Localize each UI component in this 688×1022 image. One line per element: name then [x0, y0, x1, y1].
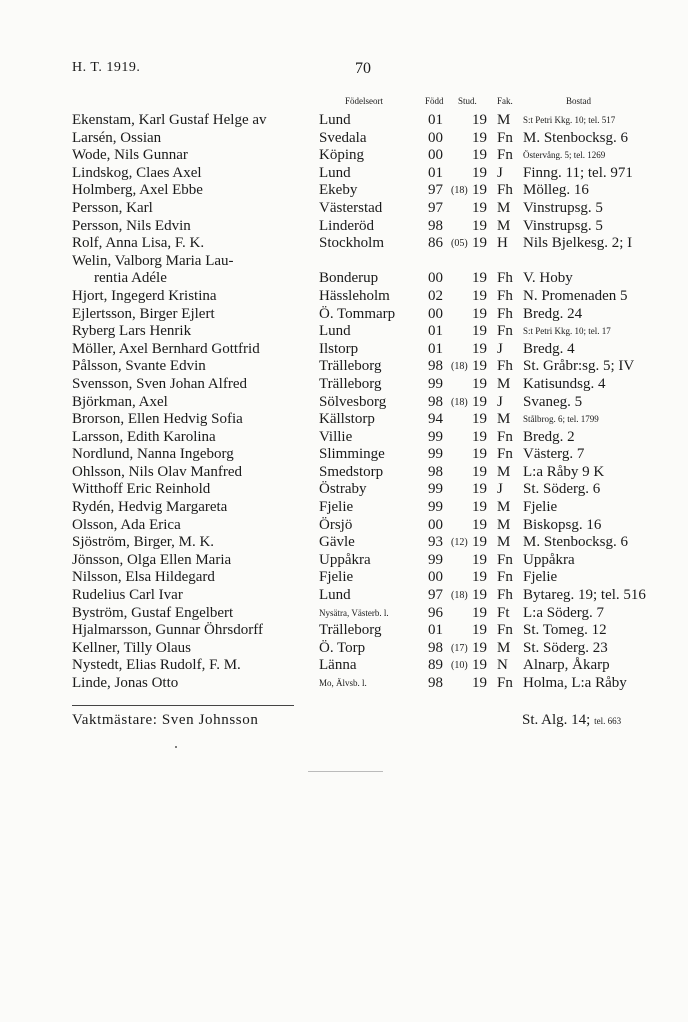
study-year: 19 [472, 323, 487, 340]
student-name: Björkman, Axel [72, 393, 168, 410]
study-year: 19 [472, 375, 487, 392]
birthplace: Linderöd [319, 217, 374, 234]
faculty: Fh [497, 587, 513, 604]
birthplace: Ilstorp [319, 340, 359, 357]
table-row [0, 605, 688, 623]
address: Uppåkra [523, 551, 575, 568]
birth-year: 89 [428, 657, 443, 674]
faculty: Fn [497, 129, 513, 146]
birthplace: Länna [319, 657, 357, 674]
student-name: Persson, Nils Edvin [72, 217, 191, 234]
student-name: Olsson, Ada Erica [72, 516, 181, 533]
birth-year: 86 [428, 235, 443, 252]
student-name: Nordlund, Nanna Ingeborg [72, 446, 234, 463]
birthplace: Köping [319, 147, 364, 164]
address: L:a Råby 9 K [523, 463, 605, 480]
student-name: Möller, Axel Bernhard Gottfrid [72, 340, 260, 357]
student-name-cont: rentia Adéle [94, 270, 167, 287]
address: Mölleg. 16 [523, 182, 589, 199]
janitor-address: St. Alg. 14; tel. 663 [522, 712, 622, 728]
faculty: M [497, 112, 511, 128]
bottom-rule [308, 771, 383, 772]
running-head-left: H. T. 1919. [72, 60, 141, 75]
student-name: Larsson, Edith Karolina [72, 428, 216, 445]
birthplace: Villie [319, 428, 353, 445]
birth-year: 00 [428, 516, 443, 533]
address: V. Hoby [523, 270, 573, 287]
birth-year: 98 [428, 393, 443, 410]
faculty: J [497, 164, 503, 181]
matric-year-note: (18) [451, 590, 468, 602]
birthplace: Hässleholm [319, 287, 390, 304]
address: Östervång. 5; tel. 1269 [523, 150, 606, 161]
study-year: 19 [472, 112, 487, 128]
study-year: 19 [472, 199, 487, 216]
student-name: Brorson, Ellen Hedvig Sofia [72, 411, 243, 428]
faculty: M [497, 217, 511, 234]
column-headers [0, 96, 688, 108]
birthplace: Ö. Torp [319, 639, 366, 656]
address: M. Stenbocksg. 6 [523, 534, 628, 551]
table-row [0, 675, 688, 693]
print-speck [175, 746, 177, 748]
faculty: Fn [497, 446, 513, 463]
study-year: 19 [472, 657, 487, 674]
study-year: 19 [472, 622, 487, 639]
birth-year: 02 [428, 287, 443, 304]
table-row [0, 341, 688, 359]
study-year: 19 [472, 569, 487, 586]
student-name: Kellner, Tilly Olaus [72, 639, 191, 656]
address: Bytareg. 19; tel. 516 [523, 587, 646, 604]
faculty: M [497, 463, 511, 480]
faculty: Fh [497, 287, 513, 304]
address: Vinstrupsg. 5 [523, 217, 603, 234]
birth-year: 98 [428, 463, 443, 480]
column-header-stud: Stud. [458, 96, 477, 106]
birthplace: Östraby [319, 481, 367, 498]
study-year: 19 [472, 516, 487, 533]
address: S:t Petri Kkg. 10; tel. 17 [523, 326, 611, 337]
birth-year: 97 [428, 182, 443, 199]
faculty: M [497, 534, 511, 551]
address: Biskopsg. 16 [523, 516, 602, 533]
birthplace: Sölvesborg [319, 393, 387, 410]
faculty: J [497, 340, 503, 357]
table-row [0, 534, 688, 552]
matric-year-note: (10) [451, 660, 468, 672]
study-year: 19 [472, 463, 487, 480]
birthplace: Mo, Älvsb. l. [319, 678, 367, 688]
table-row [0, 394, 688, 412]
faculty: Fh [497, 270, 513, 287]
birthplace: Lund [319, 112, 351, 128]
birthplace: Västerstad [319, 199, 383, 216]
table-row [0, 499, 688, 517]
address: Katisundsg. 4 [523, 375, 606, 392]
address: Bredg. 24 [523, 305, 583, 322]
student-name: Rydén, Hedvig Margareta [72, 499, 228, 516]
table-row [0, 481, 688, 499]
birthplace: Ö. Tommarp [319, 305, 396, 322]
table-row [0, 411, 688, 429]
matric-year-note: (18) [451, 361, 468, 373]
birthplace: Slimminge [319, 446, 385, 463]
student-name: Hjort, Ingegerd Kristina [72, 287, 217, 304]
address: Bredg. 2 [523, 428, 575, 445]
faculty: H [497, 235, 508, 252]
table-row [0, 323, 688, 341]
student-name: Ekenstam, Karl Gustaf Helge av [72, 112, 267, 128]
birth-year: 00 [428, 569, 443, 586]
birth-year: 00 [428, 270, 443, 287]
student-name: Ejlertsson, Birger Ejlert [72, 305, 215, 322]
faculty: J [497, 481, 503, 498]
study-year: 19 [472, 305, 487, 322]
table-row [0, 200, 688, 218]
faculty: M [497, 639, 511, 656]
birthplace: Lund [319, 587, 351, 604]
matric-year-note: (05) [451, 238, 468, 250]
birthplace: Fjelie [319, 499, 354, 516]
table-row [0, 288, 688, 306]
birth-year: 98 [428, 675, 443, 691]
faculty: J [497, 393, 503, 410]
address: Alnarp, Åkarp [523, 657, 610, 674]
address: St. Tomeg. 12 [523, 622, 607, 639]
table-row [0, 235, 688, 253]
birthplace: Stockholm [319, 235, 385, 252]
birthplace: Trälleborg [319, 375, 382, 392]
faculty: Fh [497, 182, 513, 199]
faculty: M [497, 516, 511, 533]
table-row [0, 306, 688, 324]
address: M. Stenbocksg. 6 [523, 129, 628, 146]
birth-year: 99 [428, 499, 443, 516]
address: Nils Bjelkesg. 2; I [523, 235, 633, 252]
student-name-cell [72, 253, 312, 288]
column-header-birthplace: Födelseort [345, 96, 383, 106]
study-year: 19 [472, 534, 487, 551]
faculty: Fh [497, 358, 513, 375]
student-name: Rolf, Anna Lisa, F. K. [72, 235, 205, 252]
birthplace: Uppåkra [319, 551, 371, 568]
birth-year: 01 [428, 112, 443, 128]
table-row [0, 464, 688, 482]
student-name: Pålsson, Svante Edvin [72, 358, 206, 375]
study-year: 19 [472, 639, 487, 656]
table-row [0, 657, 688, 675]
birth-year: 98 [428, 217, 443, 234]
faculty: Fh [497, 305, 513, 322]
birth-year: 99 [428, 375, 443, 392]
table-row [0, 130, 688, 148]
birth-year: 01 [428, 164, 443, 181]
matric-year-note: (18) [451, 185, 468, 197]
birth-year: 93 [428, 534, 443, 551]
student-name: Linde, Jonas Otto [72, 675, 179, 691]
birthplace: Fjelie [319, 569, 354, 586]
faculty: M [497, 411, 511, 428]
study-year: 19 [472, 270, 487, 287]
birthplace: Trälleborg [319, 358, 382, 375]
table-row [0, 587, 688, 605]
table-row [0, 569, 688, 587]
student-name: Svensson, Sven Johan Alfred [72, 375, 247, 392]
table-row [0, 147, 688, 165]
birth-year: 01 [428, 622, 443, 639]
study-year: 19 [472, 499, 487, 516]
birth-year: 94 [428, 411, 443, 428]
student-name: Witthoff Eric Reinhold [72, 481, 211, 498]
address: St. Gråbr:sg. 5; IV [523, 358, 635, 375]
birthplace: Nysätra, Västerb. l. [319, 607, 389, 618]
birthplace: Ekeby [319, 182, 358, 199]
study-year: 19 [472, 217, 487, 234]
student-name: Sjöström, Birger, M. K. [72, 534, 215, 551]
birthplace: Källstorp [319, 411, 375, 428]
study-year: 19 [472, 340, 487, 357]
study-year: 19 [472, 551, 487, 568]
column-header-faculty: Fak. [497, 96, 513, 106]
faculty: Ft [497, 604, 510, 621]
birthplace: Smedstorp [319, 463, 384, 480]
birthplace: Örsjö [319, 516, 353, 533]
address: Svaneg. 5 [523, 393, 583, 410]
address: St. Söderg. 6 [523, 481, 601, 498]
student-name: Larsén, Ossian [72, 129, 162, 146]
address: N. Promenaden 5 [523, 287, 628, 304]
student-name: Nilsson, Elsa Hildegard [72, 569, 215, 586]
study-year: 19 [472, 358, 487, 375]
address: L:a Söderg. 7 [523, 604, 604, 621]
student-name: Rudelius Carl Ivar [72, 587, 183, 604]
study-year: 19 [472, 235, 487, 252]
address: S:t Petri Kkg. 10; tel. 517 [523, 115, 616, 125]
address: Bredg. 4 [523, 340, 575, 357]
student-list [0, 112, 688, 693]
birth-year: 99 [428, 481, 443, 498]
birth-year: 01 [428, 323, 443, 340]
birthplace: Bonderup [319, 270, 379, 287]
birth-year: 96 [428, 604, 443, 621]
faculty: Fn [497, 428, 513, 445]
table-row [0, 358, 688, 376]
table-row [0, 622, 688, 640]
table-row [0, 112, 688, 130]
column-header-born: Född [425, 96, 444, 106]
study-year: 19 [472, 446, 487, 463]
table-row [0, 640, 688, 658]
page-number: 70 [355, 60, 371, 77]
birthplace: Trälleborg [319, 622, 382, 639]
table-row [0, 376, 688, 394]
student-name: Byström, Gustaf Engelbert [72, 604, 234, 621]
table-row [0, 165, 688, 183]
faculty: Fn [497, 675, 513, 691]
matric-year-note: (17) [451, 642, 468, 654]
study-year: 19 [472, 147, 487, 164]
birthplace: Lund [319, 164, 351, 181]
birth-year: 99 [428, 446, 443, 463]
address: Finng. 11; tel. 971 [523, 164, 633, 181]
study-year: 19 [472, 481, 487, 498]
table-row [0, 253, 688, 288]
student-name: Welin, Valborg Maria Lau- [72, 252, 234, 269]
faculty: Fn [497, 147, 513, 164]
table-row [0, 517, 688, 535]
column-header-address: Bostad [566, 96, 592, 106]
matric-year-note: (18) [451, 396, 468, 408]
student-name: Persson, Karl [72, 199, 153, 216]
address: St. Söderg. 23 [523, 639, 608, 656]
table-row [0, 446, 688, 464]
birth-year: 99 [428, 428, 443, 445]
student-name: Ryberg Lars Henrik [72, 323, 192, 340]
janitor-name: Vaktmästare: Sven Johnsson [72, 712, 259, 728]
student-name: Lindskog, Claes Axel [72, 164, 202, 181]
faculty: Fn [497, 323, 513, 340]
study-year: 19 [472, 393, 487, 410]
student-name: Nystedt, Elias Rudolf, F. M. [72, 657, 241, 674]
study-year: 19 [472, 675, 487, 691]
address: Holma, L:a Råby [523, 675, 627, 691]
faculty: N [497, 657, 508, 674]
faculty: Fn [497, 569, 513, 586]
birth-year: 00 [428, 147, 443, 164]
study-year: 19 [472, 428, 487, 445]
birth-year: 97 [428, 587, 443, 604]
table-row [0, 429, 688, 447]
birthplace: Svedala [319, 129, 367, 146]
faculty: M [497, 499, 511, 516]
faculty: M [497, 199, 511, 216]
table-row [0, 218, 688, 236]
address: Fjelie [523, 499, 558, 516]
study-year: 19 [472, 182, 487, 199]
study-year: 19 [472, 129, 487, 146]
student-name: Jönsson, Olga Ellen Maria [72, 551, 232, 568]
student-name: Wode, Nils Gunnar [72, 147, 188, 164]
birth-year: 98 [428, 639, 443, 656]
birth-year: 97 [428, 199, 443, 216]
faculty: Fn [497, 622, 513, 639]
birthplace: Gävle [319, 534, 355, 551]
student-name: Holmberg, Axel Ebbe [72, 182, 203, 199]
address: Fjelie [523, 569, 558, 586]
birth-year: 00 [428, 305, 443, 322]
address: Stålbrog. 6; tel. 1799 [523, 414, 599, 425]
matric-year-note: (12) [451, 537, 468, 549]
footer-rule [72, 705, 294, 706]
student-name: Ohlsson, Nils Olav Manfred [72, 463, 242, 480]
study-year: 19 [472, 287, 487, 304]
table-row [0, 182, 688, 200]
faculty: Fn [497, 551, 513, 568]
study-year: 19 [472, 587, 487, 604]
birth-year: 99 [428, 551, 443, 568]
birthplace: Lund [319, 323, 351, 340]
faculty: M [497, 375, 511, 392]
table-row [0, 552, 688, 570]
study-year: 19 [472, 164, 487, 181]
study-year: 19 [472, 604, 487, 621]
address: Vinstrupsg. 5 [523, 199, 603, 216]
birth-year: 00 [428, 129, 443, 146]
student-name: Hjalmarsson, Gunnar Öhrsdorff [72, 622, 263, 639]
address: Västerg. 7 [523, 446, 585, 463]
birth-year: 01 [428, 340, 443, 357]
study-year: 19 [472, 411, 487, 428]
birth-year: 98 [428, 358, 443, 375]
